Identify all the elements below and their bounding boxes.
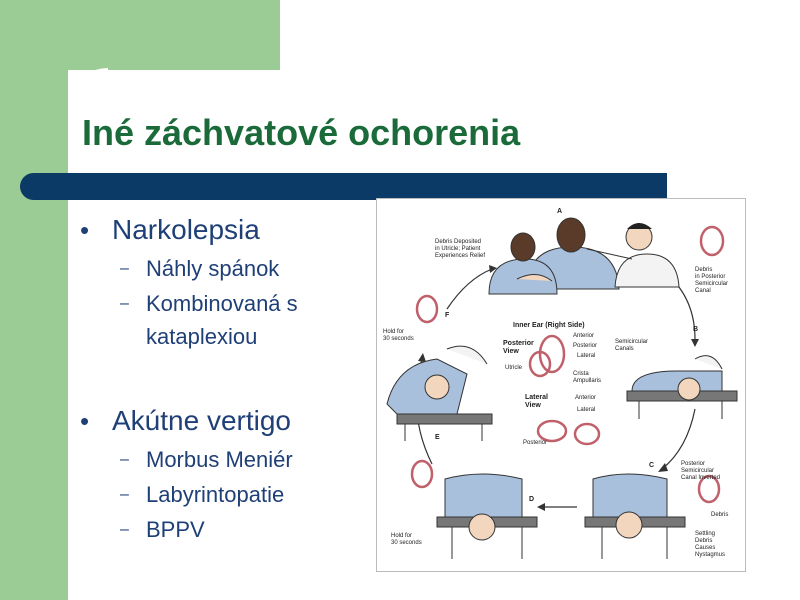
label-line: Canals — [615, 346, 634, 352]
step-label: F — [445, 312, 450, 319]
step-label: C — [649, 462, 655, 469]
rounded-corner — [68, 68, 108, 108]
label-line: Debris — [695, 267, 713, 273]
bullet-item — [80, 401, 370, 441]
green-accent-left — [0, 0, 68, 600]
slide-title: Iné záchvatové ochorenia — [82, 112, 521, 153]
sub-bullet-item — [80, 252, 370, 285]
label-line: Debris — [711, 512, 729, 518]
sub-bullet-label: BPPV — [146, 517, 205, 542]
sub-bullet-label: Náhly spánok — [146, 256, 280, 281]
step-e-figure — [387, 346, 492, 441]
step-label: B — [693, 326, 699, 333]
step-c-figure — [585, 474, 685, 559]
label-line: 30 seconds — [391, 540, 422, 546]
label-line: Posterior — [523, 440, 548, 446]
sub-bullet-label: Labyrintopatie — [146, 482, 285, 507]
step-label: D — [529, 496, 535, 503]
inner-ear-heading: Inner Ear (Right Side) — [513, 322, 585, 329]
label-line: Lateral — [577, 353, 596, 359]
dash-icon: – — [120, 295, 129, 312]
label-line: Debris — [695, 538, 713, 544]
label-line: Crista — [573, 371, 589, 377]
title-divider-bar — [20, 173, 667, 200]
label-line: Settling — [695, 531, 716, 537]
label-line: Semicircular — [681, 468, 715, 474]
label-line: 30 seconds — [383, 336, 414, 342]
label-line: Debris Deposited — [435, 239, 482, 245]
sub-bullet-item — [80, 443, 370, 476]
label-line: Causes — [695, 545, 716, 551]
sub-bullet-item — [80, 287, 370, 353]
label-line: Utricle — [505, 365, 523, 371]
label-line: Ampullaris — [573, 378, 602, 384]
sub-bullet-item — [80, 513, 370, 546]
bullet-icon: • — [80, 215, 90, 245]
dash-icon: – — [120, 451, 129, 468]
label-line: Posterior — [503, 340, 534, 347]
label-line: Anterior — [573, 333, 595, 339]
label-line: Semicircular — [615, 339, 649, 345]
label-line: Hold for — [391, 533, 413, 539]
label-line: Lateral — [525, 394, 548, 401]
label-line: Semicircular — [695, 281, 729, 287]
label-line: Nystagmus — [695, 552, 726, 558]
bullet-label: Narkolepsia — [112, 214, 260, 245]
epley-maneuver-illustration — [376, 198, 746, 572]
dash-icon: – — [120, 486, 129, 503]
sub-bullet-label: Morbus Meniér — [146, 447, 293, 472]
label-line: Canal Inverted — [681, 475, 721, 481]
label-line: Posterior — [681, 461, 706, 467]
label-line: Canal — [695, 288, 711, 294]
label-line: Experiences Relief — [435, 253, 486, 259]
label-line: View — [525, 402, 541, 409]
bullet-item — [80, 210, 370, 250]
step-d-figure — [437, 474, 537, 559]
step-label: A — [557, 208, 563, 215]
label-line: Lateral — [577, 407, 596, 413]
label-line: in Posterior — [695, 274, 726, 280]
bullet-label: Akútne vertigo — [112, 405, 291, 436]
label-line: Hold for — [383, 329, 405, 335]
label-line: Posterior — [573, 343, 598, 349]
dash-icon: – — [120, 260, 129, 277]
label-line: in Utricle; Patient — [435, 246, 481, 252]
step-label: E — [435, 434, 440, 441]
sub-bullet-label: Kombinovaná s kataplexiou — [146, 291, 298, 349]
sub-bullet-item — [80, 478, 370, 511]
bullet-icon: • — [80, 406, 90, 436]
step-b-figure — [627, 356, 737, 419]
dash-icon: – — [120, 521, 129, 538]
label-line: View — [503, 348, 519, 355]
bullet-list — [80, 210, 370, 546]
label-line: Anterior — [575, 395, 597, 401]
